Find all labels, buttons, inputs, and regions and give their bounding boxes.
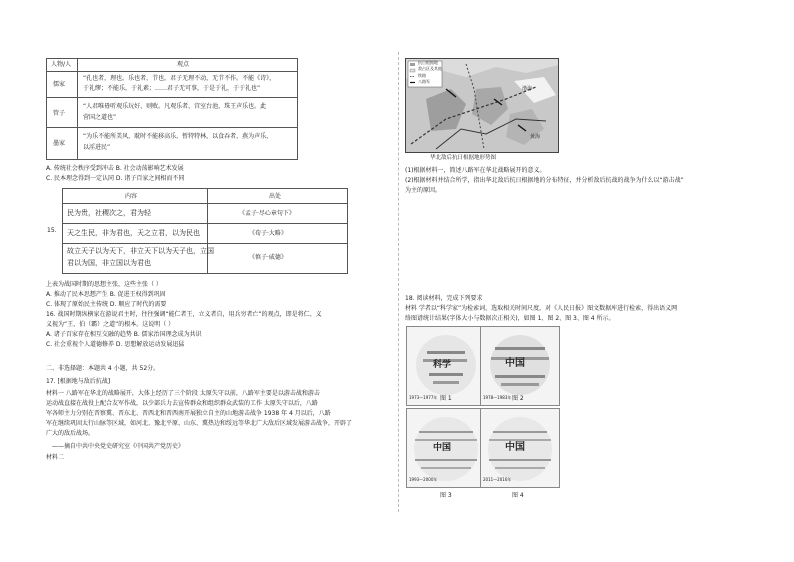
table-cell-school: 儒家 — [53, 81, 66, 88]
map-legend-item: 铁路 — [418, 73, 426, 78]
map-legend-item: 抗日根据地 — [418, 60, 438, 65]
table-cell-view: “为乐不能所美风，耽时不能移高乐，暂特特林，以食吞者，燕为声乐， — [83, 133, 273, 140]
question-stem: 16. 战国时期纵横家在游说君主时，往往强调“能仁者王，立义者自，用兵穷者亡”的观点，即是将仁、义 — [46, 311, 322, 318]
option-line: A. 传统社会秩序受到冲击 B. 社会动荡影响艺术发展 — [46, 165, 184, 172]
table-header-cell: 观点 — [177, 61, 190, 68]
option-line: A. 诸子百家存在相互交融的趋势 B. 儒家治国理念成为共识 — [46, 331, 202, 338]
question-stem: 上表为战国时期的思想主张，这些主张（ ） — [46, 281, 162, 288]
table-header — [47, 59, 297, 72]
material-line: 广大的敌后战场。 — [46, 430, 95, 437]
word-cloud-center-word: 科学 — [433, 360, 452, 370]
table-cell-source: 《慎子·威德》 — [249, 254, 287, 261]
figure-label: 图 2 — [512, 395, 524, 402]
table-cell-content: 君以为国，非立国以为君也 — [67, 259, 151, 267]
word-cloud-center-word: 中国 — [505, 358, 525, 369]
section-heading: 二、非选择题：本题共 4 小题，共 52分。 — [46, 365, 160, 372]
question-title: 18. 阅读材料，完成下列要求 — [405, 295, 483, 302]
word-cloud-figure-4 — [480, 408, 560, 488]
map-caption: 华北敌后抗日根据地形势图 — [430, 155, 497, 161]
table-cell-view: “人君唯毋听观乐玩好，则败。凡观乐者，宫室台池，珠王声乐也。此 — [83, 103, 267, 110]
question-number: 15. — [47, 227, 57, 234]
table-header-cell: 出处 — [269, 193, 282, 200]
option-line: A. 推动了民本思想产生 B. 促进王权得到巩固 — [46, 291, 166, 298]
word-cloud-figure-3 — [406, 408, 486, 488]
material-source: ——摘自中共中央党史研究室《中国共产党历史》 — [52, 443, 185, 450]
figure-label: 图 3 — [440, 492, 452, 499]
map-legend-item: 八路军 — [418, 79, 430, 84]
word-cloud-center-word: 中国 — [433, 443, 452, 453]
map-legend-item: 敌占区及其他 — [418, 66, 442, 71]
question-stem: 义视为“王、伯（霸）之道”的根本。这说明（ ） — [46, 321, 175, 328]
sub-question: 为主的原因。 — [405, 187, 442, 194]
table-cell-school: 管子 — [53, 110, 66, 117]
option-line: C. 体现了原始民主传统 D. 顺应了时代的需要 — [46, 301, 167, 308]
table-cell-content: 故立天子以为天下，非立天下以为天子也，立国 — [67, 247, 214, 255]
word-cloud-center-word: 中国 — [505, 442, 525, 453]
table-cell-view: 以淫进民” — [83, 144, 111, 151]
table-header-cell: 人物/人 — [51, 61, 72, 68]
north-china-base-map — [405, 58, 559, 153]
table-cell-source: 《孟子·尽心章句下》 — [239, 210, 295, 217]
table-cell-content: 民为贵，社稷次之，君为轻 — [67, 209, 151, 217]
word-cloud-range: 1973—1977年 — [409, 395, 438, 400]
material-label: 材料二 — [46, 454, 65, 461]
option-line: C. 民本理念得到一定认同 D. 诸子百家之间相而不同 — [46, 175, 185, 182]
material-line: 材料 学者以“科学家”为检索词，选取相关时间尺度，对《人民日报》图文数据库进行检索，得出语义网 — [405, 305, 678, 312]
material-line: 络图谱统计结果(字体大小与数据次正相关)，如图 1、图 2、图 3、图 4 所示。 — [405, 315, 615, 322]
option-line: C. 社会重视个人道德修养 D. 思想解放运动发展迅猛 — [46, 341, 185, 348]
map-sea-label: 黄海 — [530, 134, 541, 140]
sub-question: (1)根据材料一，简述八路军在华北战略展开的意义。 — [405, 167, 546, 174]
table-cell-content: 天之生民，非为君也，天之立君，以为民也 — [67, 229, 200, 237]
word-cloud-range: 1993—2000年 — [409, 477, 438, 482]
map-sea-label: 渤海 — [522, 86, 533, 92]
question-title: 17. [根据地与敌后抗战] — [46, 378, 111, 385]
material-line: 运动战直接在战役上配合友军作战，以少部兵力去宣传群众和组织群众武装的工作 太原失守以后，八路 — [46, 400, 318, 407]
material-line: 军各师主力分别在晋察冀、晋东北、晋西北和晋西南开展独立自主的山地游击战争 1938 年 4 月以后，八路 — [46, 410, 331, 417]
table-cell-view: 营国之道也” — [83, 114, 117, 121]
word-cloud-range: 1978—1983年 — [483, 395, 512, 400]
sub-question: (2)根据材料并结合所学，指出华北敌后抗日根据地的分布特征，并分析敌后抗战的战争为什么以“游击战” — [405, 177, 684, 184]
viewpoints-table — [46, 58, 298, 160]
figure-label: 图 1 — [440, 395, 452, 402]
word-cloud-range: 2011—2016年 — [483, 477, 512, 482]
material-line: 材料一 八路军在华北的战略展开，大体上经历了三个阶段 太原失守以前，八路军主要是以游击战和游击 — [46, 390, 320, 397]
table-cell-source: 《荀子·大略》 — [249, 230, 287, 237]
table-cell-view: 于礼缪；不能乐，于礼素；……君子无可事，于是于礼，于于礼也” — [83, 85, 261, 92]
table-cell-school: 墨家 — [53, 140, 66, 147]
table-header-cell: 内容 — [125, 193, 138, 200]
quotes-table — [62, 188, 348, 274]
material-line: 军在继续巩固太行山脉等区域，如河北、豫北平原、山东、冀热边和绥远等华北广大敌后区域发展游击战争，开辟了 — [46, 420, 353, 427]
figure-label: 图 4 — [512, 492, 524, 499]
table-cell-view: “孔也者，理也。乐也者，节也。君子无理不动，无节不作。不能《诗》， — [83, 75, 276, 82]
column-divider — [398, 52, 399, 512]
